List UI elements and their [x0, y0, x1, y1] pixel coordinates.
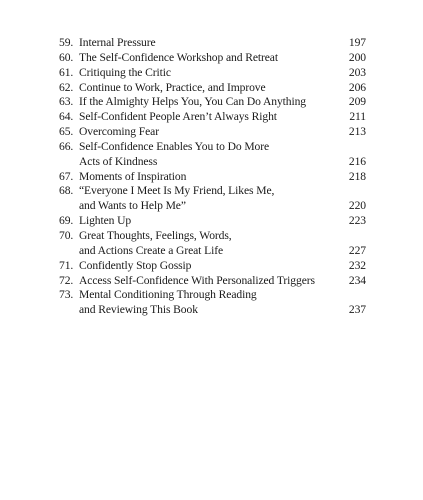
- chapter-title-line: and Wants to Help Me”: [79, 199, 186, 213]
- page-number: 197: [348, 36, 366, 49]
- chapter-title-line: Overcoming Fear: [79, 125, 159, 139]
- table-of-contents: [0, 36, 423, 318]
- chapter-title: [79, 288, 351, 318]
- chapter-title-line: Moments of Inspiration: [79, 169, 187, 183]
- chapter-title: [79, 36, 351, 51]
- chapter-title-line: Great Thoughts, Feelings, Words,: [79, 228, 232, 242]
- chapter-title: [79, 259, 351, 274]
- chapter-title: [79, 214, 351, 229]
- chapter-title: [79, 51, 351, 66]
- chapter-title: [79, 184, 351, 214]
- chapter-number: 59.: [59, 36, 74, 49]
- toc-entry: [0, 170, 423, 185]
- page-number: 200: [348, 50, 366, 64]
- page-number: 227: [348, 243, 366, 257]
- chapter-number: 68.: [59, 184, 74, 198]
- page-number: 203: [348, 65, 366, 79]
- toc-entry: [0, 140, 423, 170]
- chapter-number: 61.: [59, 65, 74, 79]
- toc-entry: [0, 214, 423, 229]
- chapter-number: 66.: [59, 139, 74, 153]
- page-number: 218: [348, 169, 366, 183]
- toc-entry: [0, 125, 423, 140]
- chapter-title-line: Lighten Up: [79, 214, 132, 228]
- chapter-title-line: “Everyone I Meet Is My Friend, Likes Me,: [79, 184, 275, 198]
- chapter-title: [79, 170, 351, 185]
- toc-entry: [0, 184, 423, 214]
- chapter-title-line: Access Self-Confidence With Personalized Triggers: [79, 273, 315, 287]
- toc-entry: [0, 36, 423, 51]
- chapter-number: 60.: [59, 50, 74, 64]
- page-number: 206: [348, 80, 366, 94]
- toc-entry: [0, 229, 423, 259]
- chapter-title-line: Critiquing the Critic: [79, 65, 171, 79]
- page-number: 209: [348, 95, 366, 109]
- page-number: 234: [348, 273, 366, 287]
- chapter-title: [79, 95, 351, 110]
- chapter-number: 64.: [59, 110, 74, 124]
- chapter-title-line: Self-Confident People Aren’t Always Right: [79, 110, 277, 124]
- chapter-title: [79, 66, 351, 81]
- page-number: 232: [348, 258, 366, 272]
- toc-entry: [0, 288, 423, 318]
- chapter-title-line: Self-Confidence Enables You to Do More: [79, 139, 270, 153]
- chapter-number: 65.: [59, 125, 74, 139]
- toc-entry: [0, 51, 423, 66]
- page-number: 220: [348, 199, 366, 213]
- chapter-number: 67.: [59, 169, 74, 183]
- toc-entry: [0, 259, 423, 274]
- page-number: 213: [348, 125, 366, 139]
- toc-entry: [0, 110, 423, 125]
- toc-entry: [0, 274, 423, 289]
- page-number: 223: [348, 214, 366, 228]
- chapter-title: [79, 274, 351, 289]
- chapter-title: [79, 110, 351, 125]
- chapter-title: [79, 81, 351, 96]
- chapter-title-line: The Self-Confidence Workshop and Retreat: [79, 50, 278, 64]
- toc-entry: [0, 66, 423, 81]
- page-number: 211: [349, 110, 366, 124]
- chapter-title-line: Acts of Kindness: [79, 154, 158, 168]
- page-number: 216: [348, 154, 366, 168]
- chapter-title-line: Confidently Stop Gossip: [79, 258, 192, 272]
- chapter-number: 63.: [59, 95, 74, 109]
- chapter-title-line: Continue to Work, Practice, and Improve: [79, 80, 266, 94]
- chapter-title: [79, 229, 351, 259]
- chapter-title: [79, 140, 351, 170]
- chapter-number: 70.: [59, 228, 74, 242]
- chapter-title-line: Internal Pressure: [79, 36, 156, 49]
- chapter-title: [79, 125, 351, 140]
- toc-entry: [0, 95, 423, 110]
- chapter-number: 72.: [59, 273, 74, 287]
- chapter-number: 62.: [59, 80, 74, 94]
- toc-entry: [0, 81, 423, 96]
- chapter-number: 73.: [59, 288, 74, 302]
- chapter-title-line: Mental Conditioning Through Reading: [79, 288, 257, 302]
- chapter-number: 69.: [59, 214, 74, 228]
- chapter-title-line: and Actions Create a Great Life: [79, 243, 224, 257]
- chapter-number: 71.: [59, 258, 74, 272]
- chapter-title-line: and Reviewing This Book: [79, 303, 198, 317]
- chapter-title-line: If the Almighty Helps You, You Can Do Anything: [79, 95, 306, 109]
- page-number: 237: [348, 303, 366, 317]
